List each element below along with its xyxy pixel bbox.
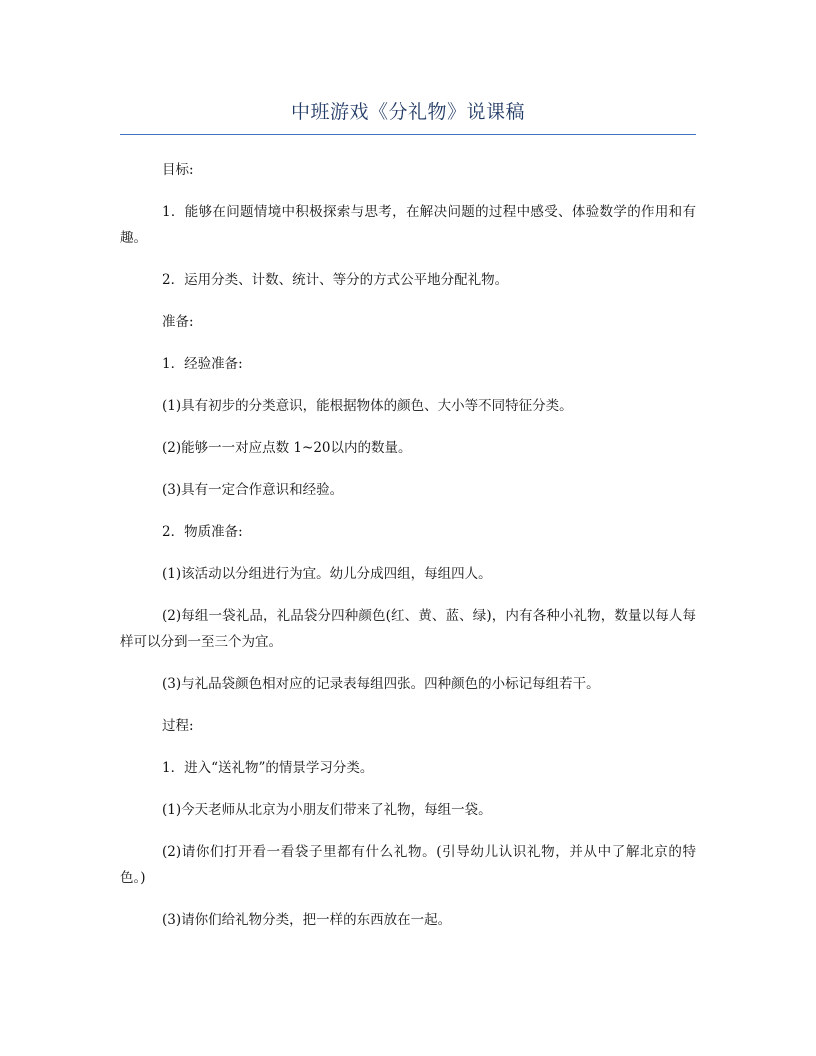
document-body bbox=[120, 157, 696, 949]
paragraph: 1．经验准备: bbox=[162, 356, 243, 372]
paragraph: (3)请你们给礼物分类，把一样的东西放在一起。 bbox=[162, 912, 452, 928]
paragraph: (2)每组一袋礼品，礼品袋分四种颜色(红、黄、蓝、绿)，内有各种小礼物，数量以每人每样可以分到一至三个为宜。 bbox=[120, 608, 696, 650]
document-title: 中班游戏《分礼物》说课稿 bbox=[290, 101, 525, 123]
paragraph: (1)具有初步的分类意识，能根据物体的颜色、大小等不同特征分类。 bbox=[162, 398, 573, 414]
paragraph: (1)该活动以分组进行为宜。幼儿分成四组，每组四人。 bbox=[162, 566, 492, 582]
paragraph: 2．运用分类、计数、统计、等分的方式公平地分配礼物。 bbox=[162, 272, 509, 288]
paragraph: 1．能够在问题情境中积极探索与思考，在解决问题的过程中感受、体验数学的作用和有趣。 bbox=[120, 204, 696, 246]
paragraph: (3)具有一定合作意识和经验。 bbox=[162, 482, 344, 498]
paragraph: 2．物质准备: bbox=[162, 524, 243, 540]
paragraph: 过程: bbox=[162, 718, 194, 734]
paragraph: (2)请你们打开看一看袋子里都有什么礼物。(引导幼儿认识礼物，并从中了解北京的特色。) bbox=[120, 844, 696, 886]
title-divider bbox=[120, 134, 696, 135]
paragraph: (1)今天老师从北京为小朋友们带来了礼物，每组一袋。 bbox=[162, 802, 492, 818]
paragraph: 目标: bbox=[162, 162, 194, 178]
paragraph: (3)与礼品袋颜色相对应的记录表每组四张。四种颜色的小标记每组若干。 bbox=[162, 676, 600, 692]
paragraph: (2)能够一一对应点数 1~20以内的数量。 bbox=[162, 440, 412, 456]
paragraph: 1．进入“送礼物”的情景学习分类。 bbox=[162, 760, 374, 776]
paragraph: 准备: bbox=[162, 314, 194, 330]
